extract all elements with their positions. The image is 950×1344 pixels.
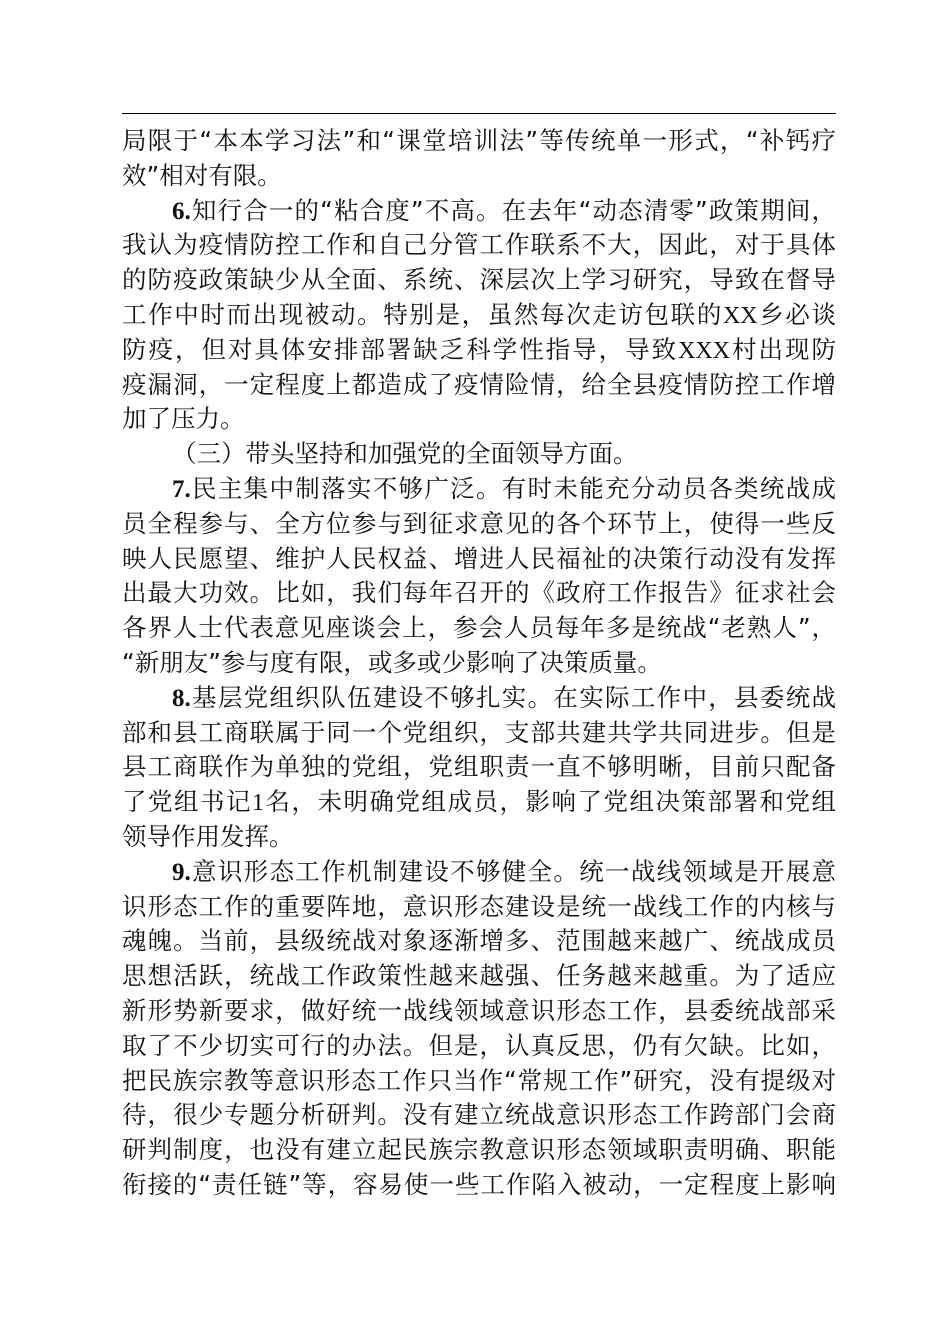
paragraph-item-6	[122, 194, 836, 438]
text-line: 研判制度，也没有建立起民族宗教意识形态领域职责明确、职能	[122, 1135, 836, 1165]
placeholder-xxx: XXX	[678, 337, 731, 364]
text-line: 加了压力。	[122, 404, 245, 434]
paragraph-continued	[122, 124, 836, 194]
paragraph-item-8	[122, 681, 836, 855]
text-line: 出最大功效。比如，我们每年召开的《政府工作报告》征求社会	[122, 578, 836, 608]
text-line: 疫漏洞，一定程度上都造成了疫情险情，给全县疫情防控工作增	[122, 369, 836, 399]
text-line: 领导作用发挥。	[122, 821, 294, 851]
item-number: 6.	[172, 197, 191, 225]
text-line: 映人民愿望、维护人民权益、增进人民福祉的决策行动没有发挥	[122, 543, 836, 573]
text-line: 员全程参与、全方位参与到征求意见的各个环节上，使得一些反	[122, 508, 836, 538]
paragraph-item-7	[122, 472, 836, 681]
item-number: 8.	[172, 684, 191, 712]
item-title: 知行合一的“粘合度”不高。在去年“动态清零”政策期间，	[190, 195, 836, 225]
text-fragment: 乡必谈	[757, 299, 837, 329]
document-body	[122, 124, 836, 1203]
text-line: 把民族宗教等意识形态工作只当作“常规工作”研究，没有提级对	[122, 1065, 836, 1095]
text-line	[122, 855, 836, 890]
text-line: 县工商联作为单独的党组，党组职责一直不够明晰，目前只配备	[122, 752, 836, 782]
text-line	[122, 333, 836, 368]
item-title: 民主集中制落实不够广泛。有时未能充分动员各类统战成	[190, 473, 836, 503]
text-line: 效”相对有限。	[122, 160, 282, 190]
text-fragment: 名，未明确党组成员，影响了党组决策部署和党组	[264, 787, 836, 817]
item-number: 7.	[172, 475, 191, 503]
text-line: 衔接的“责任链”等，容易使一些工作陷入被动，一定程度上影响	[122, 1169, 836, 1199]
text-line	[122, 472, 836, 507]
text-line: 部和县工商联属于同一个党组织，支部共建共学共同进步。但是	[122, 717, 836, 747]
text-line: 的防疫政策缺少从全面、系统、深层次上学习研究，导致在督导	[122, 265, 836, 295]
header-rule	[122, 113, 836, 114]
text-fragment: 村出现防	[730, 334, 836, 364]
text-fragment: 工作中时而出现被动。特别是，虽然每次走访包联的	[122, 299, 723, 329]
text-line: 各界人士代表意见座谈会上，参会人员每年多是统战“老熟人”，	[122, 613, 836, 643]
text-line	[122, 194, 836, 229]
paragraph-item-9	[122, 855, 836, 1203]
text-line	[122, 298, 836, 333]
text-line: 我认为疫情防控工作和自己分管工作联系不大，因此，对于具体	[122, 230, 836, 260]
text-fragment: 防疫，但对具体安排部署缺乏科学性指导，导致	[122, 334, 679, 364]
text-fragment: 了党组书记	[122, 787, 252, 817]
section-heading-3	[122, 437, 836, 472]
section-heading: （三）带头坚持和加强党的全面领导方面。	[172, 439, 638, 469]
text-line: 取了不少切实可行的办法。但是，认真反思，仍有欠缺。比如，	[122, 1030, 836, 1060]
item-title: 基层党组织队伍建设不够扎实。在实际工作中，县委统战	[190, 682, 836, 712]
item-title: 意识形态工作机制建设不够健全。统一战线领域是开展意	[190, 856, 836, 886]
text-line	[122, 681, 836, 716]
text-line: 待，很少专题分析研判。没有建立统战意识形态工作跨部门会商	[122, 1100, 836, 1130]
text-line: 识形态工作的重要阵地，意识形态建设是统一战线工作的内核与	[122, 891, 836, 921]
text-line: 魂魄。当前，县级统战对象逐渐增多、范围越来越广、统战成员	[122, 926, 836, 956]
placeholder-xx: XX	[722, 302, 758, 329]
text-line: 新形势新要求，做好统一战线领域意识形态工作，县委统战部采	[122, 995, 836, 1025]
text-line	[122, 785, 836, 820]
text-line: 思想活跃，统战工作政策性越来越强、任务越来越重。为了适应	[122, 961, 836, 991]
text-line: “新朋友”参与度有限，或多或少影响了决策质量。	[122, 647, 662, 677]
text-line: 局限于“本本学习法”和“课堂培训法”等传统单一形式，“补钙疗	[122, 126, 836, 155]
item-number: 9.	[172, 858, 191, 886]
count-number: 1	[252, 790, 264, 817]
